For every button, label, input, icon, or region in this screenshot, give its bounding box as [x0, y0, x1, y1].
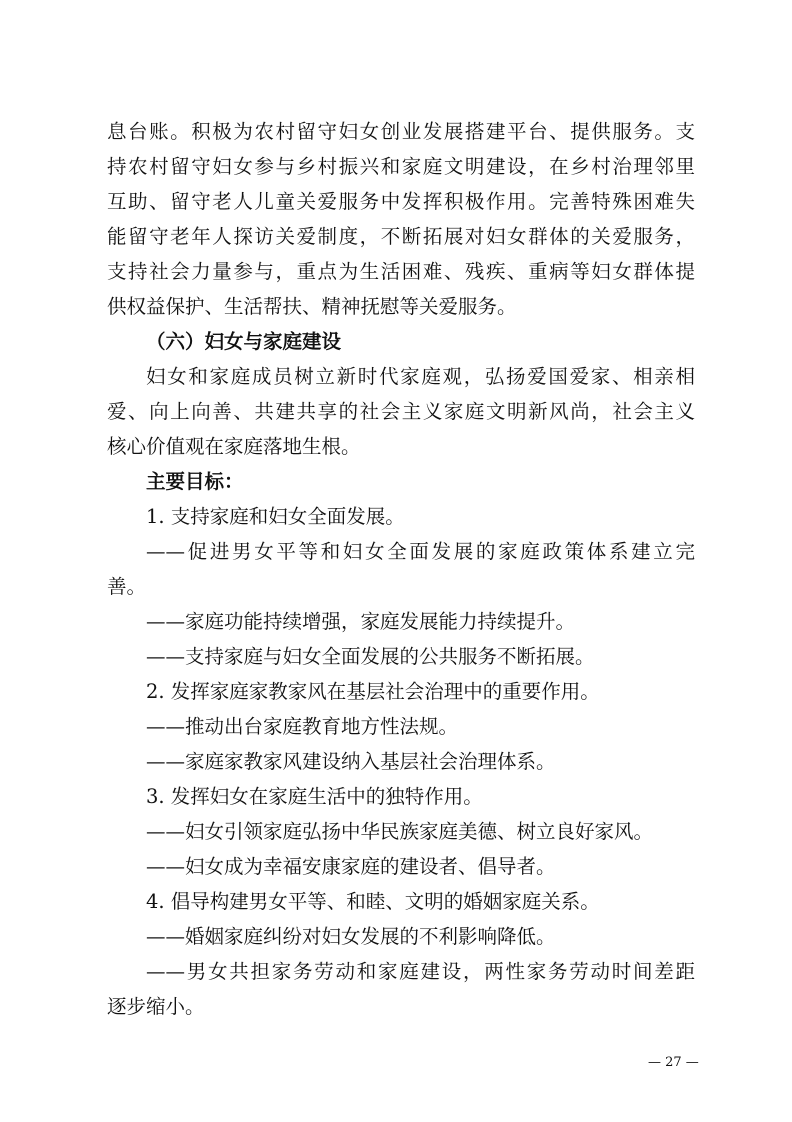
paragraph-line: 能留守老年人探访关爱制度，不断拓展对妇女群体的关爱服务， [107, 225, 695, 248]
section-heading: （六）妇女与家庭建设 [146, 330, 342, 353]
goal-subitem: ——支持家庭与妇女全面发展的公共服务不断拓展。 [146, 645, 595, 668]
goal-item: 1. 支持家庭和妇女全面发展。 [146, 505, 405, 528]
paragraph-line: 爱、向上向善、共建共享的社会主义家庭文明新风尚，社会主义 [107, 400, 695, 423]
goal-subitem: ——家庭功能持续增强，家庭发展能力持续提升。 [146, 610, 576, 633]
goal-item: 2. 发挥家庭家教家风在基层社会治理中的重要作用。 [146, 680, 600, 703]
goal-subitem: ——妇女引领家庭弘扬中华民族家庭美德、树立良好家风。 [146, 820, 654, 843]
paragraph-line: 支持社会力量参与，重点为生活困难、残疾、重病等妇女群体提 [107, 260, 695, 283]
paragraph-line: 核心价值观在家庭落地生根。 [107, 435, 361, 458]
paragraph-line: 持农村留守妇女参与乡村振兴和家庭文明建设，在乡村治理邻里 [107, 155, 695, 178]
goal-subitem-continuation: 逐步缩小。 [107, 995, 205, 1018]
subheading-main-goals: 主要目标： [146, 470, 244, 493]
goal-subitem: ——男女共担家务劳动和家庭建设，两性家务劳动时间差距 [146, 960, 695, 983]
goal-subitem: ——促进男女平等和妇女全面发展的家庭政策体系建立完 [146, 540, 695, 563]
goal-subitem-continuation: 善。 [107, 575, 147, 598]
goal-subitem: ——妇女成为幸福安康家庭的建设者、倡导者。 [146, 855, 556, 878]
paragraph-line: 妇女和家庭成员树立新时代家庭观，弘扬爱国爱家、相亲相 [146, 365, 695, 388]
goal-item: 3. 发挥妇女在家庭生活中的独特作用。 [146, 785, 483, 808]
paragraph-line: 互助、留守老人儿童关爱服务中发挥积极作用。完善特殊困难失 [107, 190, 695, 213]
goal-subitem: ——婚姻家庭纠纷对妇女发展的不利影响降低。 [146, 925, 556, 948]
paragraph-line: 供权益保护、生活帮扶、精神抚慰等关爱服务。 [107, 295, 517, 318]
goal-item: 4. 倡导构建男女平等、和睦、文明的婚姻家庭关系。 [146, 890, 600, 913]
goal-subitem: ——家庭家教家风建设纳入基层社会治理体系。 [146, 750, 556, 773]
goal-subitem: ——推动出台家庭教育地方性法规。 [146, 715, 459, 738]
page-number: — 27 — [648, 1055, 699, 1070]
document-body [107, 114, 695, 1024]
paragraph-line: 息台账。积极为农村留守妇女创业发展搭建平台、提供服务。支 [107, 120, 695, 143]
